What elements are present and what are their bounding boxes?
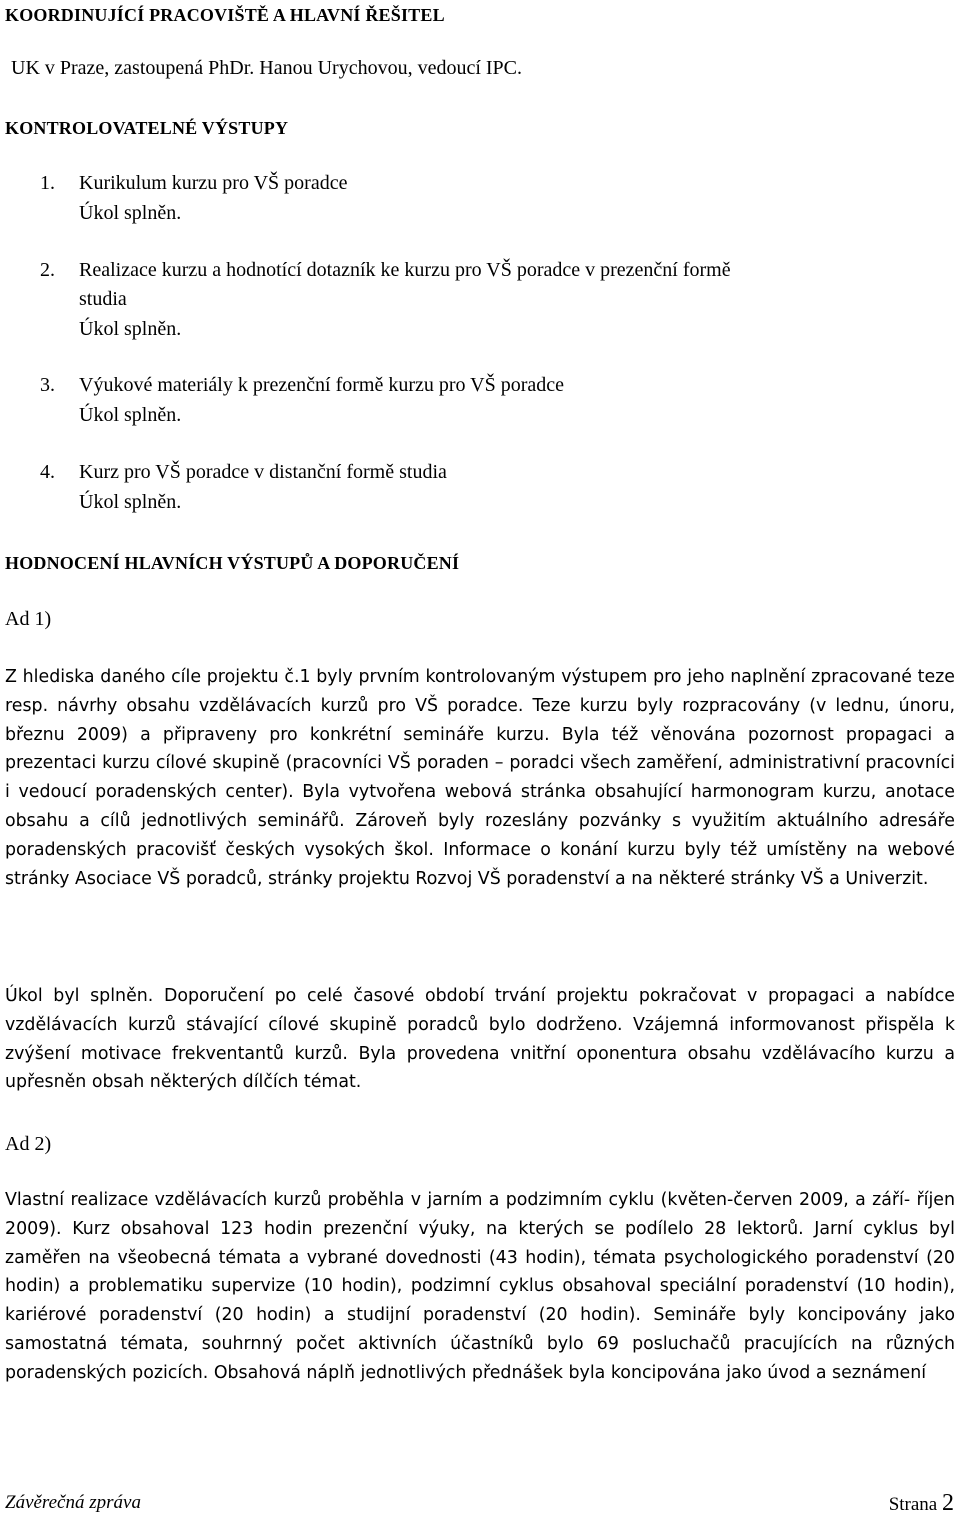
ad2-label: Ad 2)	[5, 1133, 52, 1155]
footer-page-number: 2	[942, 1490, 954, 1516]
item-title: Výukové materiály k prezenční formě kurzu pro VŠ poradce	[79, 374, 565, 396]
list-item	[40, 374, 958, 397]
intro-line: UK v Praze, zastoupená PhDr. Hanou Urychovou, vedoucí IPC.	[11, 57, 523, 79]
footer-title: Závěrečná zpráva	[5, 1492, 141, 1513]
list-item	[40, 172, 958, 195]
item-number: 4.	[40, 461, 55, 483]
ad2-paragraph-1: Vlastní realizace vzdělávacích kurzů proběhla v jarním a podzimním cyklu (květen-červen 2009, a září- říjen 2009). Kurz obsahoval 123 hodin prezenční výuky, na kterých se podílelo 28 lektorů. Jarní cyklus byl zaměřen na všeobecná témata a vybrané dovednosti (43 hodin), témata psychologického poradenství (20 hodin) a problematiku supervize (10 hodin), podzimní cyklus obsahoval speciální poradenství (10 hodin), kariérové poradenství (20 hodin) a studijní poradenství (20 hodin). Semináře byly koncipovány jako samostatná témata, souhrnný počet aktivních účastníků bylo 69 posluchačů pracujících na různých poradenských pozicích. Obsahová náplň jednotlivých přednášek byla koncipována jako úvod a seznámení	[5, 1190, 955, 1383]
list-item	[40, 259, 958, 282]
footer-page	[889, 1490, 954, 1517]
heading-coordinating-workplace: KOORDINUJÍCÍ PRACOVIŠTĚ A HLAVNÍ ŘEŠITEL	[5, 5, 445, 25]
item-title-continued: studia	[79, 288, 127, 310]
item-status: Úkol splněn.	[79, 491, 182, 513]
item-number: 2.	[40, 259, 55, 281]
item-status: Úkol splněn.	[79, 404, 182, 426]
ad1-label: Ad 1)	[5, 608, 52, 630]
list-item	[40, 461, 958, 484]
heading-outputs: KONTROLOVATELNÉ VÝSTUPY	[5, 118, 289, 138]
ad1-paragraph-2: Úkol byl splněn. Doporučení po celé časové období trvání projektu pokračovat v propagaci a nabídce vzdělávacích kurzů stávající cílové skupině poradců bylo dodrženo. Vzájemná informovanost přispěla k zvýšení motivace frekventantů kurzů. Byla provedena vnitřní oponentura obsahu vzdělávacího kurzu a upřesněn obsah některých dílčích témat.	[5, 986, 955, 1093]
item-title: Kurz pro VŠ poradce v distanční formě studia	[79, 461, 447, 483]
item-number: 3.	[40, 374, 55, 396]
footer-page-label: Strana	[888, 1494, 938, 1515]
item-title: Realizace kurzu a hodnotící dotazník ke kurzu pro VŠ poradce v prezenční formě	[79, 259, 731, 281]
heading-evaluation: HODNOCENÍ HLAVNÍCH VÝSTUPŮ A DOPORUČENÍ	[5, 553, 460, 573]
item-number: 1.	[40, 172, 55, 194]
item-status: Úkol splněn.	[79, 318, 182, 340]
item-status: Úkol splněn.	[79, 202, 182, 224]
ad1-paragraph-1: Z hlediska daného cíle projektu č.1 byly prvním kontrolovaným výstupem pro jeho naplnění zpracované teze resp. návrhy obsahu vzdělávacích kurzů pro VŠ poradce. Teze kurzu byly rozpracovány (v lednu, únoru, březnu 2009) a připraveny pro konkrétní semináře kurzu. Byla též věnována pozornost propagaci a prezentaci kurzu cílové skupině (pracovníci VŠ poraden – poradci všech zaměření, administrativní pracovníci i vedoucí poradenských center). Byla vytvořena webová stránka obsahující harmonogram kurzu, anotace obsahu a cílů jednotlivých seminářů. Zároveň byly rozeslány pozvánky s využitím aktuálního adresáře poradenských pracovišť českých vysokých škol. Informace o konání kurzu byly též umístěny na webové stránky Asociace VŠ poradců, stránky projektu Rozvoj VŠ poradenství a na některé stránky VŠ a Univerzit.	[5, 667, 955, 889]
item-title: Kurikulum kurzu pro VŠ poradce	[79, 172, 348, 194]
